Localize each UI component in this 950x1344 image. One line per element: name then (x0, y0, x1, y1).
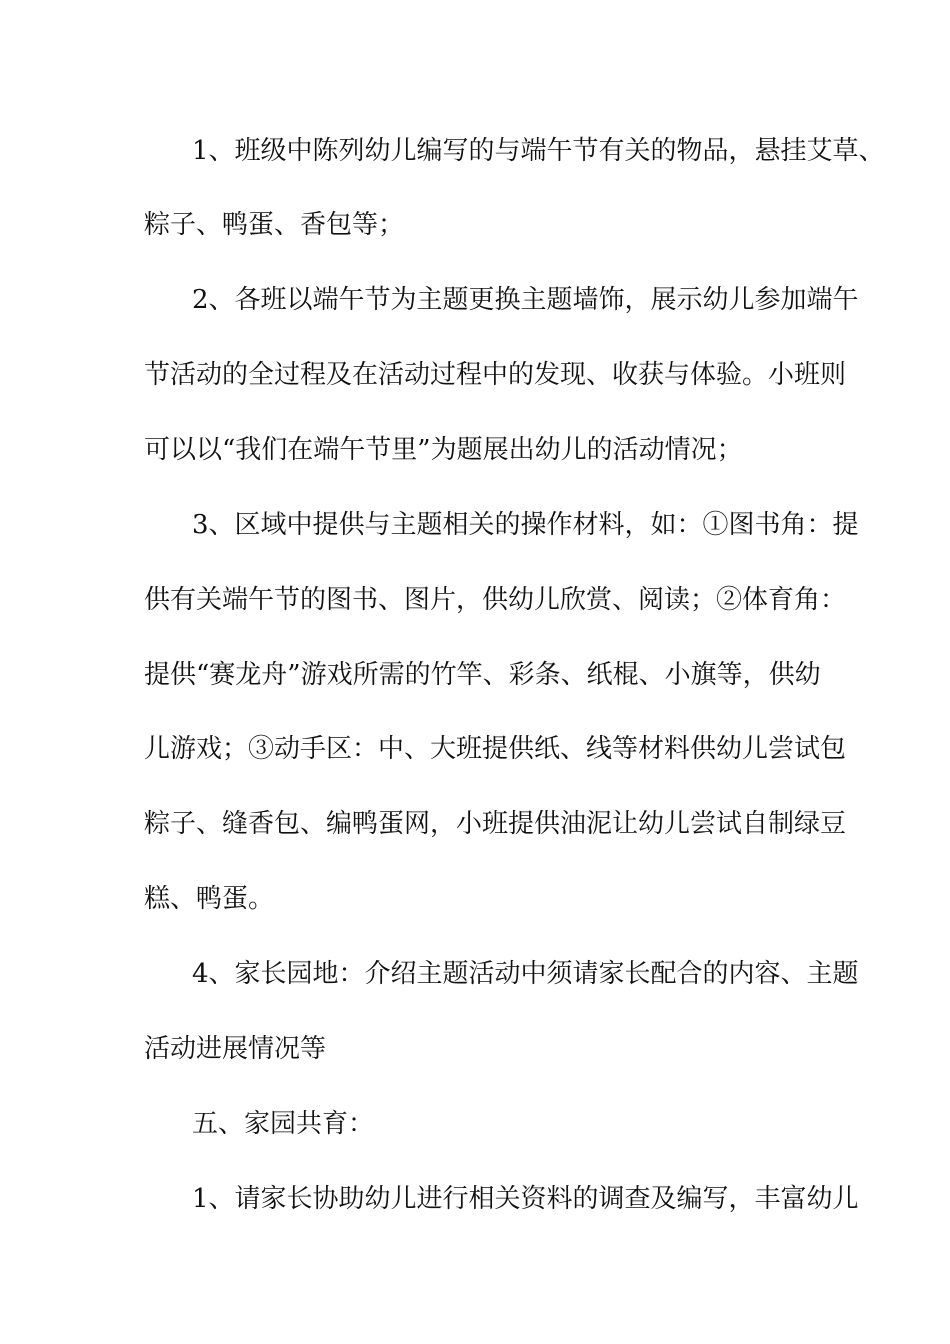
text-line: 2、各班以端午节为主题更换主题墙饰，展示幼儿参加端午 (192, 285, 859, 315)
text-line: 1、班级中陈列幼儿编写的与端午节有关的物品，悬挂艾草、 (192, 136, 885, 166)
text-line: 糕、鸭蛋。 (144, 884, 275, 914)
text-line: 活动进展情况等 (144, 1034, 327, 1064)
text-line: 提供“赛龙舟”游戏所需的竹竿、彩条、纸棍、小旗等，供幼 (144, 660, 821, 690)
section-heading: 五、家园共育： (192, 1109, 375, 1139)
text-line: 儿游戏；③动手区：中、大班提供纸、线等材料供幼儿尝试包 (144, 734, 847, 764)
text-line: 粽子、缝香包、编鸭蛋网，小班提供油泥让幼儿尝试自制绿豆 (144, 809, 847, 839)
text-line: 节活动的全过程及在活动过程中的发现、收获与体验。小班则 (144, 360, 847, 390)
text-line: 供有关端午节的图书、图片，供幼儿欣赏、阅读；②体育角： (144, 585, 847, 615)
text-line: 1、请家长协助幼儿进行相关资料的调查及编写，丰富幼儿 (192, 1184, 859, 1214)
text-line: 3、区域中提供与主题相关的操作材料，如：①图书角：提 (192, 510, 859, 540)
text-line: 粽子、鸭蛋、香包等； (144, 210, 405, 240)
text-line: 可以以“我们在端午节里”为题展出幼儿的活动情况； (144, 435, 743, 465)
text-line: 4、家长园地：介绍主题活动中须请家长配合的内容、主题 (192, 959, 859, 989)
